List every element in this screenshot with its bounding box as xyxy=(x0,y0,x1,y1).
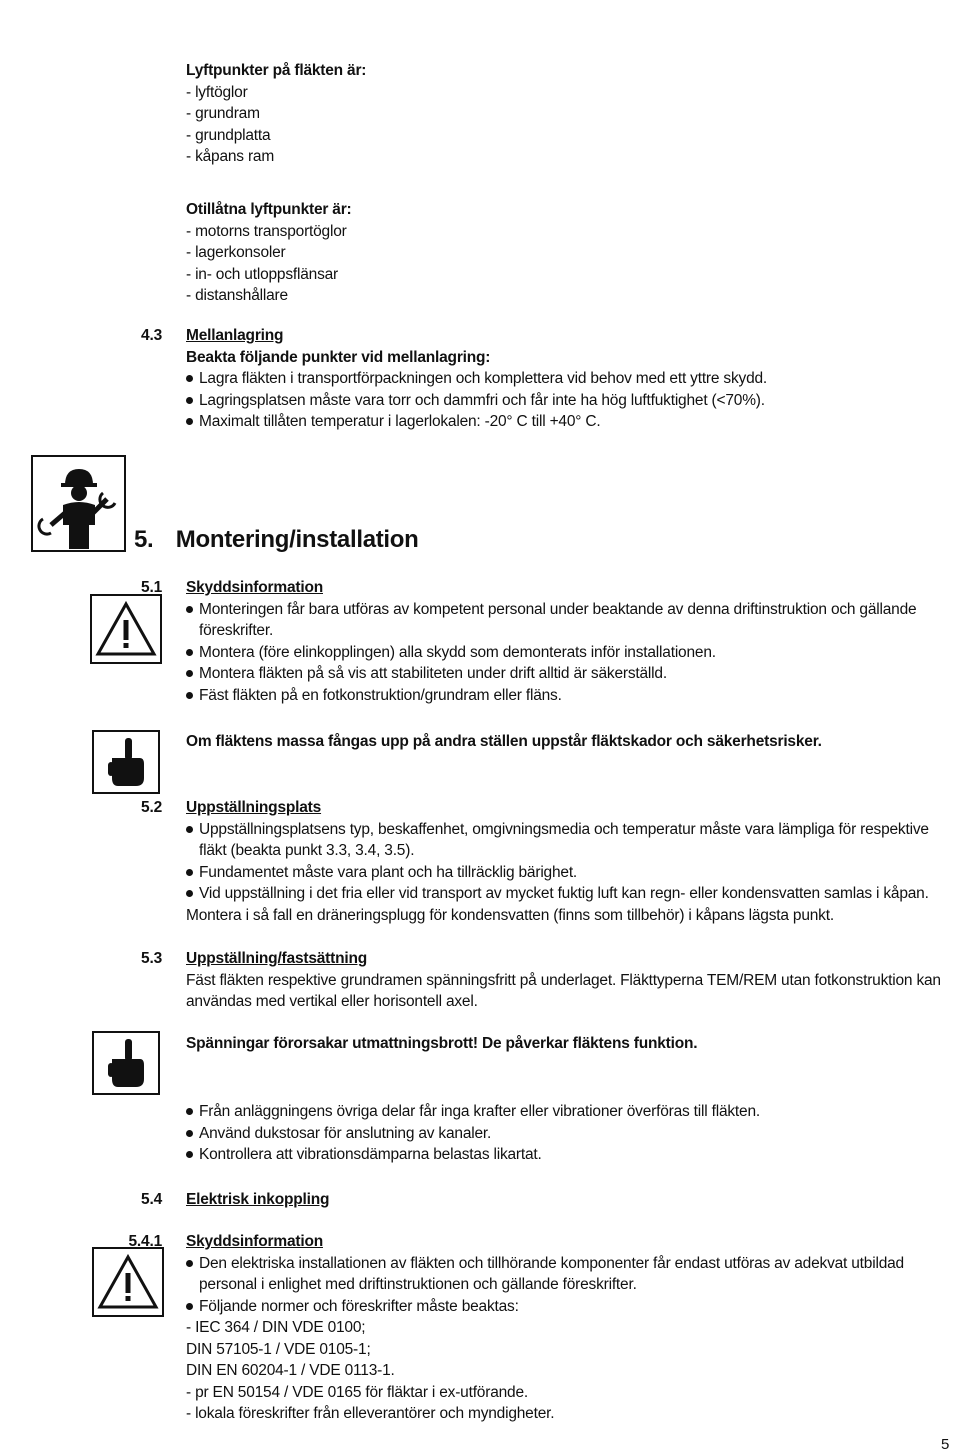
section-5-4-1 xyxy=(186,1231,942,1425)
section-5-4-1-number: 5.4.1 xyxy=(128,1233,162,1250)
list-item: Lagringsplatsen måste vara torr och dammfri och får inte ha hög luftfuktighet (<70%). xyxy=(186,390,942,412)
chapter-5-title: Montering/installation xyxy=(175,526,419,553)
section-5-4-1-title: Skyddsinformation xyxy=(186,1233,323,1250)
section-5-3-note: Spänningar förorsakar utmattningsbrott! De påverkar fläktens funktion. xyxy=(186,1035,698,1052)
section-4-3-number: 4.3 xyxy=(141,327,162,344)
chapter-5-heading xyxy=(134,526,419,554)
section-4-3-intro: Beakta följande punkter vid mellanlagring: xyxy=(186,348,491,366)
pointing-hand-icon xyxy=(92,1031,160,1100)
section-5-2 xyxy=(186,797,942,926)
section-5-1-title: Skyddsinformation xyxy=(186,579,323,596)
section-5-2-number: 5.2 xyxy=(141,799,162,816)
section-5-3 xyxy=(186,948,942,1013)
lifting-points-block xyxy=(186,60,942,168)
norm-line: DIN 57105-1 / VDE 0105-1; xyxy=(186,1340,371,1358)
norm-line: - pr EN 50154 / VDE 0165 för fläktar i ex-utförande. xyxy=(186,1383,528,1401)
list-item: Uppställningsplatsens typ, beskaffenhet, omgivningsmedia och temperatur måste vara lämpliga för respektive fläkt (beakta punkt 3.3, 3.4, 3.5). xyxy=(186,819,942,862)
section-5-3-text: Fäst fläkten respektive grundramen spänningsfritt på underlaget. Fläkttyperna TEM/REM utan fotkonstruktion kan användas med vertikal eller horisontell axel. xyxy=(186,971,941,1010)
list-item: Använd dukstosar för anslutning av kanaler. xyxy=(186,1123,942,1145)
section-5-3-bullets xyxy=(186,1101,942,1166)
list-item: Från anläggningens övriga delar får inga krafter eller vibrationer överföras till fläkten. xyxy=(186,1101,942,1123)
norm-line: - lokala föreskrifter från elleverantörer och myndigheter. xyxy=(186,1405,555,1422)
section-5-1-note: Om fläktens massa fångas upp på andra ställen uppstår fläktskador och säkerhetsrisker. xyxy=(186,733,822,750)
list-item: Maximalt tillåten temperatur i lagerlokalen: -20° C till +40° C. xyxy=(186,411,942,433)
list-item: Vid uppställning i det fria eller vid transport av mycket fuktig luft kan regn- eller kondensvatten samlas i kåpan. xyxy=(186,883,942,905)
list-item: Montera fläkten på så vis att stabiliteten under drift alltid är säkerställd. xyxy=(186,663,942,685)
warning-triangle-icon xyxy=(92,1247,164,1322)
section-5-3-number: 5.3 xyxy=(141,950,162,967)
list-item: - in- och utloppsflänsar xyxy=(186,265,339,283)
section-5-4-number: 5.4 xyxy=(141,1191,162,1208)
list-item: Följande normer och föreskrifter måste beaktas: xyxy=(186,1296,942,1318)
list-item: Kontrollera att vibrationsdämparna belastas likartat. xyxy=(186,1144,942,1166)
list-item: Monteringen får bara utföras av kompetent personal under beaktande av denna driftinstruktion och gällande föreskrifter. xyxy=(186,599,942,642)
forbidden-lifting-points-block xyxy=(186,199,942,307)
chapter-5-number: 5. xyxy=(134,526,154,553)
list-item: - grundram xyxy=(186,105,260,122)
list-item: - motorns transportöglor xyxy=(186,222,347,240)
forbidden-lifting-points-heading: Otillåtna lyftpunkter är: xyxy=(186,201,352,218)
section-5-3-title: Uppställning/fastsättning xyxy=(186,950,368,967)
norm-line: - IEC 364 / DIN VDE 0100; xyxy=(186,1319,366,1336)
list-item: - lyftöglor xyxy=(186,83,248,101)
pointing-hand-icon xyxy=(92,730,160,799)
list-item: - grundplatta xyxy=(186,126,271,144)
list-item: - distanshållare xyxy=(186,287,288,304)
list-item: Fundamentet måste vara plant och ha tillräcklig bärighet. xyxy=(186,862,942,884)
section-5-2-extra: Montera i så fall en dräneringsplugg för kondensvatten (finns som tillbehör) i kåpans lägsta punkt. xyxy=(186,906,834,924)
list-item: - kåpans ram xyxy=(186,148,275,165)
list-item: Montera (före elinkopplingen) alla skydd som demonterats inför installationen. xyxy=(186,642,942,664)
section-4-3 xyxy=(186,325,942,433)
norm-line: DIN EN 60204-1 / VDE 0113-1. xyxy=(186,1362,395,1379)
list-item: Lagra fläkten i transportförpackningen och komplettera vid behov med ett yttre skydd. xyxy=(186,368,942,390)
lifting-points-heading: Lyftpunkter på fläkten är: xyxy=(186,62,367,79)
section-4-3-title: Mellanlagring xyxy=(186,327,284,344)
list-item: Fäst fläkten på en fotkonstruktion/grundram eller fläns. xyxy=(186,685,942,707)
section-5-2-title: Uppställningsplats xyxy=(186,799,322,816)
section-5-1-number: 5.1 xyxy=(141,579,162,596)
warning-triangle-icon xyxy=(90,594,162,669)
mechanic-wrench-icon xyxy=(31,455,126,557)
section-5-4-title: Elektrisk inkoppling xyxy=(186,1191,330,1208)
list-item: - lagerkonsoler xyxy=(186,244,286,261)
list-item: Den elektriska installationen av fläkten och tillhörande komponenter får endast utföras av adekvat utbildad personal i enlighet med driftinstruktionen och gällande föreskrifter. xyxy=(186,1253,942,1296)
page-number: 5 xyxy=(941,1436,950,1453)
section-5-1 xyxy=(186,577,942,706)
